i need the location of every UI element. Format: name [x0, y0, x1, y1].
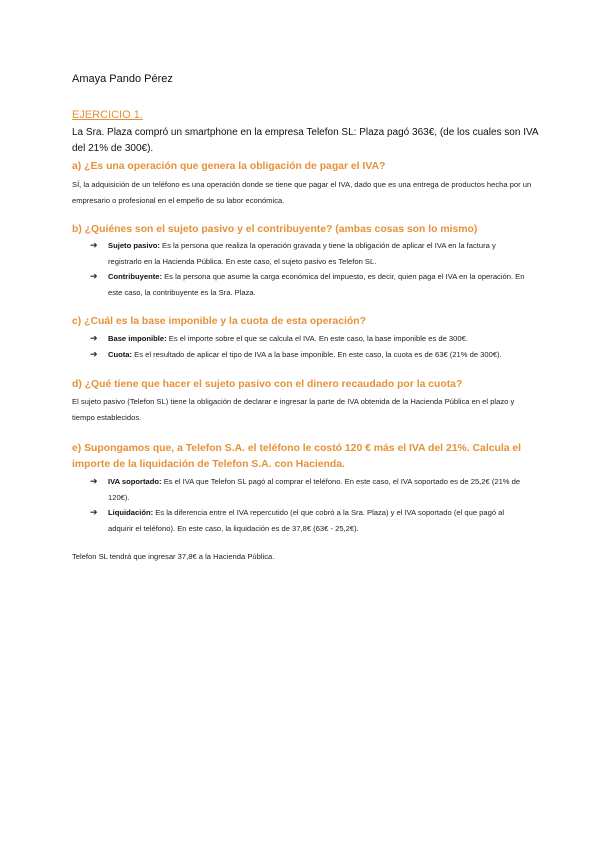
exercise-title: EJERCICIO 1. [72, 109, 143, 121]
term-label: Sujeto pasivo: [108, 241, 160, 250]
answer-d: El sujeto pasivo (Telefon SL) tiene la obligación de declarar e ingresar la parte de IVA obtenida de la Hacienda Pública en el plazo y tiempo establecidos. [72, 397, 515, 422]
question-d: d) ¿Qué tiene que hacer el sujeto pasivo con el dinero recaudado por la cuota? [72, 379, 463, 390]
term-label: Cuota: [108, 349, 133, 359]
list-item [90, 474, 530, 505]
answer-a: SÍ, la adquisición de un teléfono es una operación donde se tiene que pagar el IVA, dado que es una entrega de productos hecha por un empresario o profesional en el empeño de su labor económica. [72, 180, 532, 205]
term-label: Base imponible: [108, 334, 167, 343]
term-label: Contribuyente: [108, 272, 162, 281]
term-text: Es la persona que asume la carga económica del impuesto, es decir, quien paga el IVA en la operación. En este caso, la contribuyente es la Sra. Plaza. [108, 272, 525, 297]
term-text: Es el importe sobre el que se calcula el IVA. En este caso, la base imponible es de 300€. [166, 334, 468, 343]
list-item [90, 331, 530, 347]
arrow-right-icon: ➔ [90, 348, 98, 359]
question-e: e) Supongamos que, a Telefon S.A. el teléfono le costó 120 € más el IVA del 21%. Calcula el importe de la liquidación de Telefon S.A. con Hacienda. [72, 443, 522, 470]
answer-c-list [90, 331, 530, 362]
list-item [90, 505, 530, 536]
term-text: Es la persona que realiza la operación gravada y tiene la obligación de aplicar el IVA en la factura y registrarlo en la Hacienda Pública. En este caso, el sujeto pasivo es Telefon SL. [108, 241, 496, 266]
author-name: Amaya Pando Pérez [72, 73, 173, 85]
answer-e-list [90, 474, 530, 536]
arrow-right-icon: ➔ [90, 333, 98, 343]
term-text: Es la diferencia entre el IVA repercutido (el que cobró a la Sra. Plaza) y el IVA soportado (el que pagó al adquirir el teléfono). En este caso, la liquidación es de 37,8€ (63€ - 25,2€). [108, 508, 505, 533]
arrow-right-icon: ➔ [90, 240, 98, 250]
arrow-right-icon: ➔ [90, 271, 98, 281]
final-statement: Telefon SL tendrá que ingresar 37,8€ a la Hacienda Pública. [72, 552, 275, 561]
term-text: Es el IVA que Telefon SL pagó al comprar el teléfono. En este caso, el IVA soportado es de 25,2€ (21% de 120€). [108, 477, 521, 502]
list-item [90, 238, 530, 269]
question-a: a) ¿Es una operación que genera la obligación de pagar el IVA? [72, 161, 386, 172]
arrow-right-icon: ➔ [90, 476, 98, 486]
term-text: Es el resultado de aplicar el tipo de IVA a la base imponible. En este caso, la cuota es de 63€ (21% de 300€). [132, 349, 502, 359]
question-c: c) ¿Cuál es la base imponible y la cuota de esta operación? [72, 316, 366, 327]
list-item [90, 269, 530, 300]
term-label: Liquidación: [108, 508, 154, 517]
arrow-right-icon: ➔ [90, 507, 98, 517]
question-b: b) ¿Quiénes son el sujeto pasivo y el contribuyente? (ambas cosas son lo mismo) [72, 224, 478, 235]
term-label: IVA soportado: [108, 477, 162, 486]
list-item [90, 347, 530, 363]
exercise-intro: La Sra. Plaza compró un smartphone en la empresa Telefon SL: Plaza pagó 363€, (de los cuales son IVA del 21% de 300€). [72, 127, 539, 154]
answer-b-list [90, 238, 530, 300]
